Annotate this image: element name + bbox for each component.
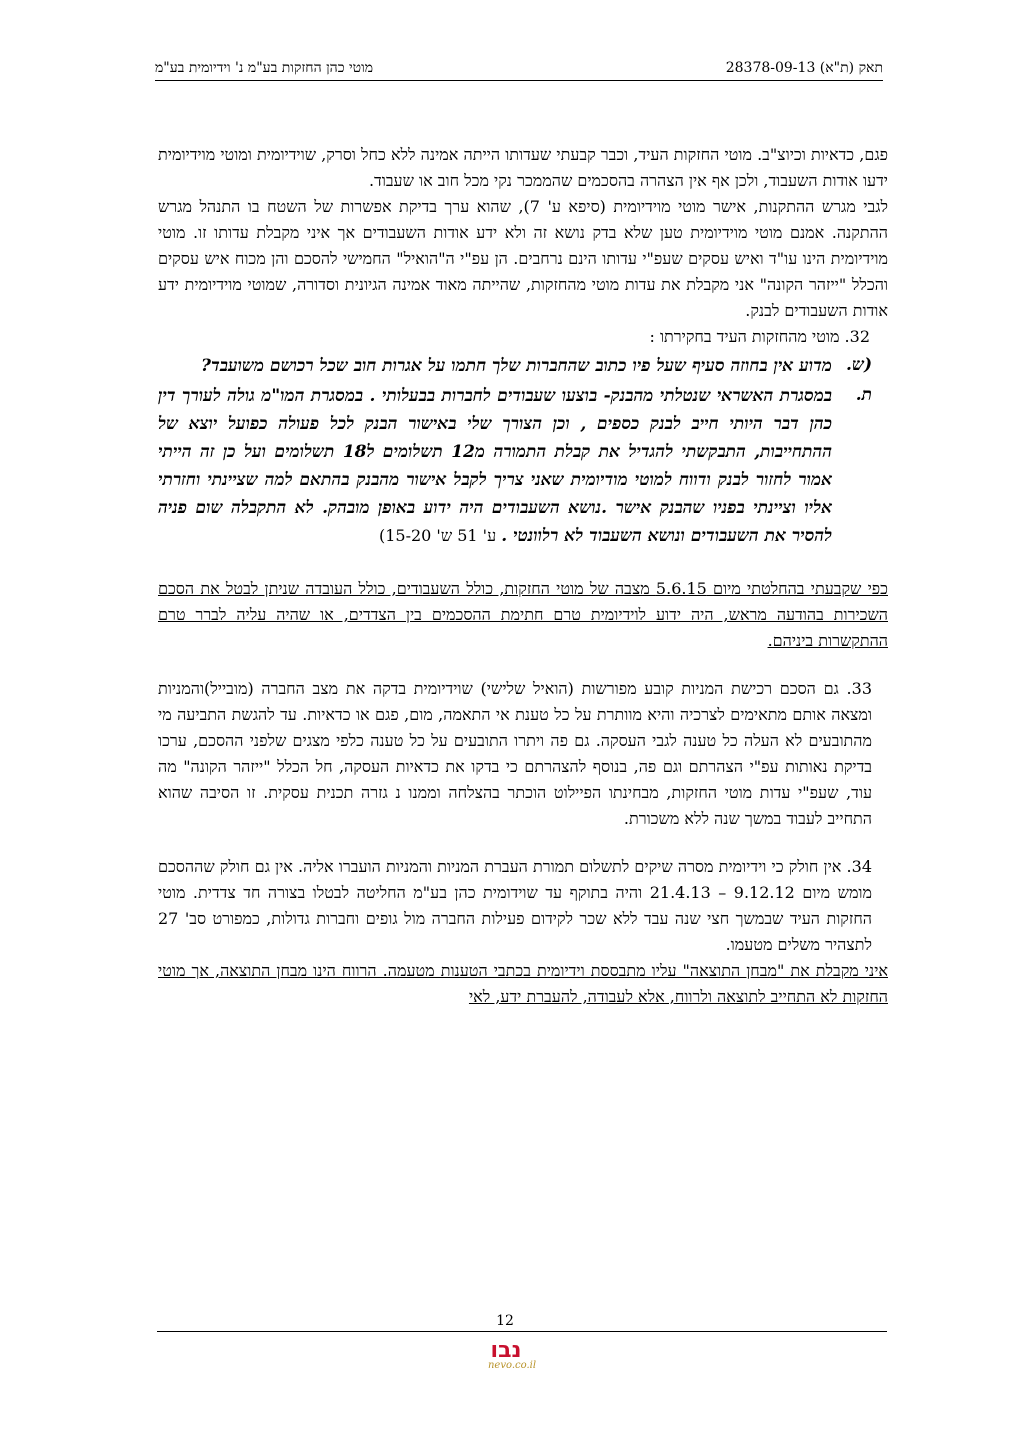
header-case-parties: מוטי כהן החזקות בע"מ נ' וידיומית בע"מ bbox=[155, 60, 373, 76]
paragraph-34: 34. אין חולק כי וידיומית מסרה שיקים לתשלום תמורת העברת המניות והמניות הועברו אליה. אין גם חולק שההסכם מומש מיום 9.12.12 – 21.4.13 והיה בתוקף עד שוידומית כהן בע"מ החליטה לבטלו בצורה חד צדדית. מוטי החזקות העיד שבמשך חצי שנה עבד ללא שכר לקידום פעילות החברה מול גופים וחברות גדולות, כמפורט סב' 27 לתצהיר משלים מטעמו. bbox=[158, 857, 873, 954]
answer-tag: ת. bbox=[855, 385, 872, 405]
paragraph-installation-lot: לגבי מגרש ההתקנות, אישר מוטי מוידיומית (סיפא ע' 7), שהוא ערך בדיקת אפשרות של השטח בו התנהל מגרש ההתקנה. אמנם מוטי מוידיומית טען שלא בדק נושא זה ולא ידע אודות השעבודים אך איני מקבלת עדותו זו. מוטי מוידיומית הינו עו"ד ואיש עסקים שעפ"י עדותו הינם נרחבים. הן עפ"י ה"הואיל" החמישי להסכם והן מכוח איש עסקים והכלל "ייזהר הקונה" אני מקבלת את עדות מוטי מהחזקות, שהייתה מאוד אמינה הגיונית וסדורה, שמוטי מוידיומית ידע אודות השעבודים לבנק. bbox=[158, 197, 888, 320]
paragraph-33: 33. גם הסכם רכישת המניות קובע מפורשות (הואיל שלישי) שוידיומית בדקה את מצב החברה (מובייל)והמניות ומצאה אותם מתאימים לצרכיה והיא מוותרת על כל טענת אי התאמה, מום, פגם או כדאיות. עד להגשת התביעה מי מהתובעים לא העלה כל טענה לגבי העסקה. גם פה ויתרו התובעים על כל טענה כלפי מצגים שלפני ההסכם, ערכו בדיקת נאותות עפ"י הצהרתם וגם פה, בנוסף להצהרתם כי בדקו את כדאיות העסקה, חל הכלל "ייזהר הקונה" מה עוד, שעפ"י עדות מוטי החזקות, מבחינתו הפיילוט הוכתר בהצלחה וממנו נ גזרה תכנית עסקית. זו הסיבה שהוא התחייב לעבוד במשך שנה ללא משכורת. bbox=[158, 679, 873, 828]
paragraph-32: 32. מוטי מהחזקות העיד בחקירתו : bbox=[649, 327, 870, 346]
answer-text: במסגרת האשראי שנטלתי מהבנק- בוצעו שעבודים לחברות בבעלותי . במסגרת המו"מ גולה לעורך דין כהן דבר היותי חייב לבנק כספים , וכן הצורך שלי באישור הבנק לכל פעולה כפועל יוצא של ההתחייבות, התבקשתי להגדיל את קבלת התמורה מ12 תשלומים ל18 תשלומים ועל כן זה הייתי אמור לחזור לבנק ודווח למוטי מודיומית שאני צריך לקבל אישור מהבנק בהתאם למה שציינתי וחזרתי אליו וציינתי בפניו שהבנק אישר .נושא השעבודים היה ידוע באופן מובהק. לא התקבלה שום פניה להסיר את השעבודים ונושא השעבוד לא רלוונטי . bbox=[158, 386, 832, 546]
testimony-answer bbox=[158, 382, 872, 550]
transcript-reference: ע' 51 ש' 15-20) bbox=[378, 526, 502, 545]
footer-divider bbox=[157, 1331, 887, 1332]
paragraph-continuation: פגם, כדאיות וכיוצ"ב. מוטי החזקות העיד, וכבר קבעתי שעדותו הייתה אמינה ללא כחל וסרק, שוידיומית ומוטי מוידיומית ידעו אודות השעבוד, ולכן אף אין הצהרה בהסכמים שהממכר נקי מכל חוב או שעבוד. bbox=[158, 145, 888, 190]
running-header bbox=[155, 58, 883, 81]
logo-wordmark: נבו bbox=[490, 1338, 522, 1363]
question-text: מדוע אין בחוזה סעיף שעל פיו כתוב שהחברות שלך חתמו על אגרות חוב שכל רכושם משועבד? bbox=[201, 356, 832, 376]
court-finding: כפי שקבעתי בהחלטתי מיום 5.6.15 מצבה של מוטי החזקות, כולל השעבודים, כולל העובדה שניתן לבטל את הסכם השכירות בהודעה מראש, היה ידוע לוידיומית טרם חתימת ההסכמים בין הצדדים, או שהיה עליה לברר טרם ההתקשרות ביניהם. bbox=[158, 579, 888, 650]
question-tag: (ש. bbox=[846, 355, 872, 375]
answer-block bbox=[158, 382, 832, 550]
page-number: 12 bbox=[496, 1313, 514, 1329]
testimony-question bbox=[158, 352, 872, 380]
header-case-number: תאק (ת"א) 28378-09-13 bbox=[725, 60, 883, 76]
document-body bbox=[158, 142, 888, 1010]
logo-domain: nevo.co.il bbox=[487, 1360, 537, 1371]
paragraph-34-result-test: איני מקבלת את "מבחן התוצאה" עליו מתבססת וידיומית בכתבי הטענות מטעמה. הרווח הינו מבחן התוצאה, אך מוטי החזקות לא התחייב לתוצאה ולרווח, אלא לעבודה, להעברת ידע, לאי bbox=[158, 961, 888, 1006]
nevo-logo bbox=[462, 1337, 550, 1371]
